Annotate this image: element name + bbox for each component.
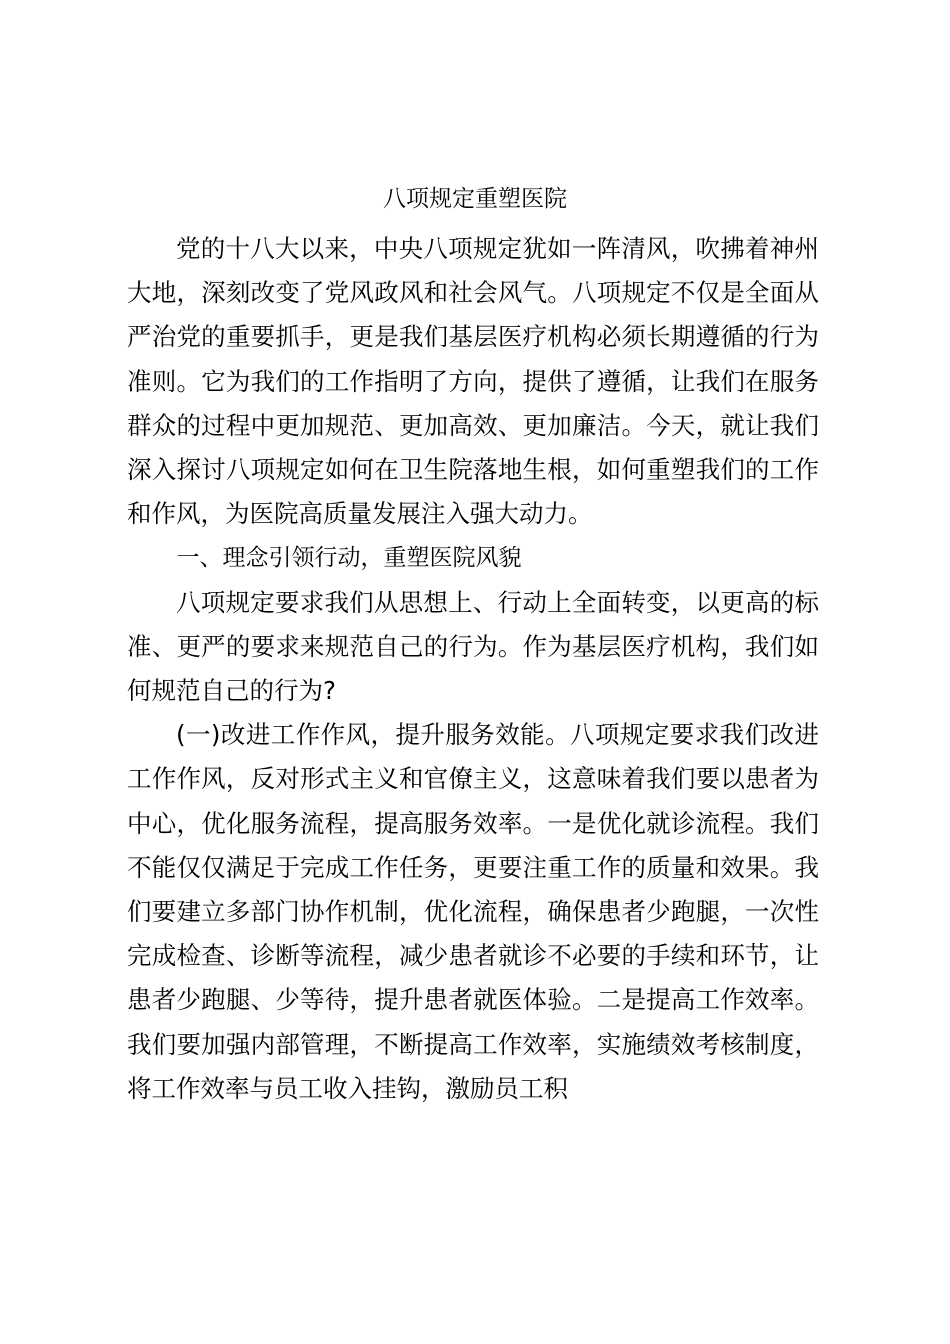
paragraph-section-1: 八项规定要求我们从思想上、行动上全面转变，以更高的标准、更严的要求来规范自己的行为。作为基层医疗机构，我们如何规范自己的行为? (127, 587, 819, 706)
section-heading-1: 一、理念引领行动，重塑医院风貌 (176, 545, 522, 572)
paragraph-subsection-1: (一)改进工作作风，提升服务效能。八项规定要求我们改进工作作风，反对形式主义和官僚主义，这意味着我们要以患者为中心，优化服务流程，提高服务效率。一是优化就诊流程。我们不能仅仅满足于完成工作任务，更要注重工作的质量和效果。我们要建立多部门协作机制，优化流程，确保患者少跑腿，一次性完成检查、诊断等流程，减少患者就诊不必要的手续和环节，让患者少跑腿、少等待，提升患者就医体验。二是提高工作效率。我们要加强内部管理，不断提高工作效率，实施绩效考核制度，将工作效率与员工收入挂钩，激励员工积 (127, 720, 819, 1103)
document-body (127, 227, 819, 1111)
paragraph-intro: 党的十八大以来，中央八项规定犹如一阵清风，吹拂着神州大地，深刻改变了党风政风和社会风气。八项规定不仅是全面从严治党的重要抓手，更是我们基层医疗机构必须长期遵循的行为准则。它为我们的工作指明了方向，提供了遵循，让我们在服务群众的过程中更加规范、更加高效、更加廉洁。今天，就让我们深入探讨八项规定如何在卫生院落地生根，如何重塑我们的工作和作风，为医院高质量发展注入强大动力。 (127, 234, 819, 529)
document-title: 八项规定重塑医院 (383, 186, 567, 212)
